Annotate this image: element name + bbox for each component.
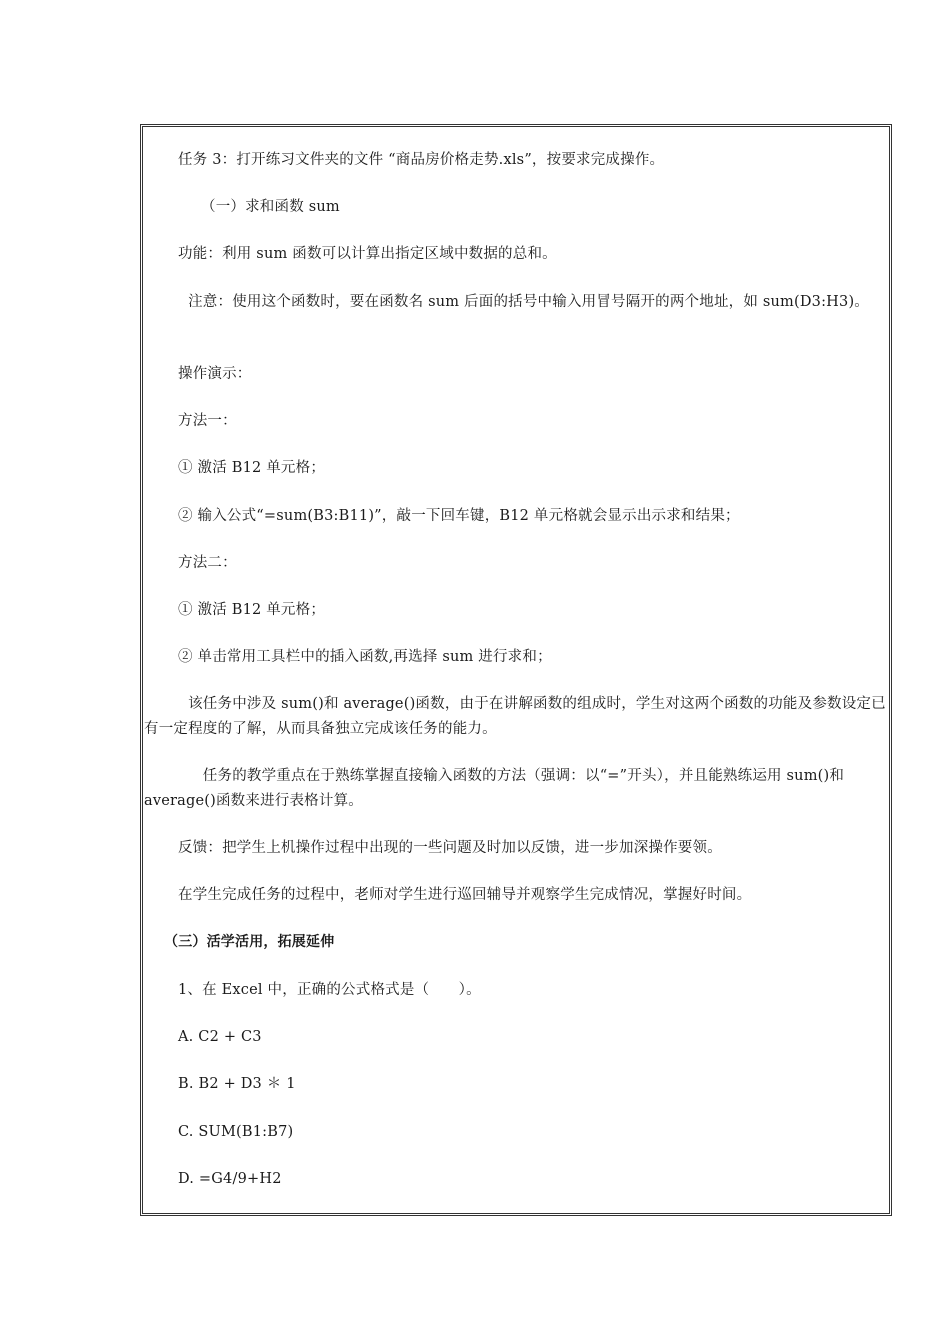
sum-heading: （一）求和函数 sum: [201, 199, 340, 215]
method2-step1: ① 激活 B12 单元格；: [178, 602, 326, 618]
option-d: D. =G4/9+H2: [178, 1171, 282, 1187]
option-c: C. SUM(B1:B7): [178, 1124, 294, 1140]
patrol-text: 在学生完成任务的过程中，老师对学生进行巡回辅导并观察学生完成情况，掌握好时间。: [178, 887, 752, 903]
question-text: 1、在 Excel 中，正确的公式格式是（ ）。: [178, 982, 481, 998]
method1-step2: ② 输入公式“=sum(B3:B11)”，敲一下回车键，B12 单元格就会显示出示求和结果；: [178, 508, 740, 524]
feedback-text: 反馈：把学生上机操作过程中出现的一些问题及时加以反馈，进一步加深操作要领。: [178, 840, 722, 856]
method2-label: 方法二：: [178, 555, 237, 571]
analysis-paragraph: 该任务中涉及 sum()和 average()函数，由于在讲解函数的组成时，学生对这两个函数的功能及参数设定已有一定程度的了解，从而具备独立完成该任务的能力。: [144, 696, 886, 737]
content-frame: [140, 124, 892, 1216]
option-b: B. B2 + D3 ＊ 1: [178, 1076, 296, 1092]
note-text: 注意：使用这个函数时，要在函数名 sum 后面的括号中输入用冒号隔开的两个地址，如 sum(D3:H3)。: [144, 294, 870, 310]
function-desc: 功能：利用 sum 函数可以计算出指定区域中数据的总和。: [178, 246, 557, 262]
task3-text: 任务 3：打开练习文件夹的文件 “商品房价格走势.xls”，按要求完成操作。: [178, 152, 665, 168]
focus-paragraph: 任务的教学重点在于熟练掌握直接输入函数的方法（强调：以“=”开头），并且能熟练运用 sum()和 average()函数来进行表格计算。: [144, 768, 845, 809]
method1-step1: ① 激活 B12 单元格；: [178, 460, 326, 476]
demo-label: 操作演示：: [178, 366, 252, 382]
section3-heading: （三）活学活用，拓展延伸: [164, 934, 335, 950]
method1-label: 方法一：: [178, 413, 237, 429]
option-a: A. C2 + C3: [178, 1029, 262, 1045]
method2-step2: ② 单击常用工具栏中的插入函数,再选择 sum 进行求和；: [178, 649, 552, 665]
